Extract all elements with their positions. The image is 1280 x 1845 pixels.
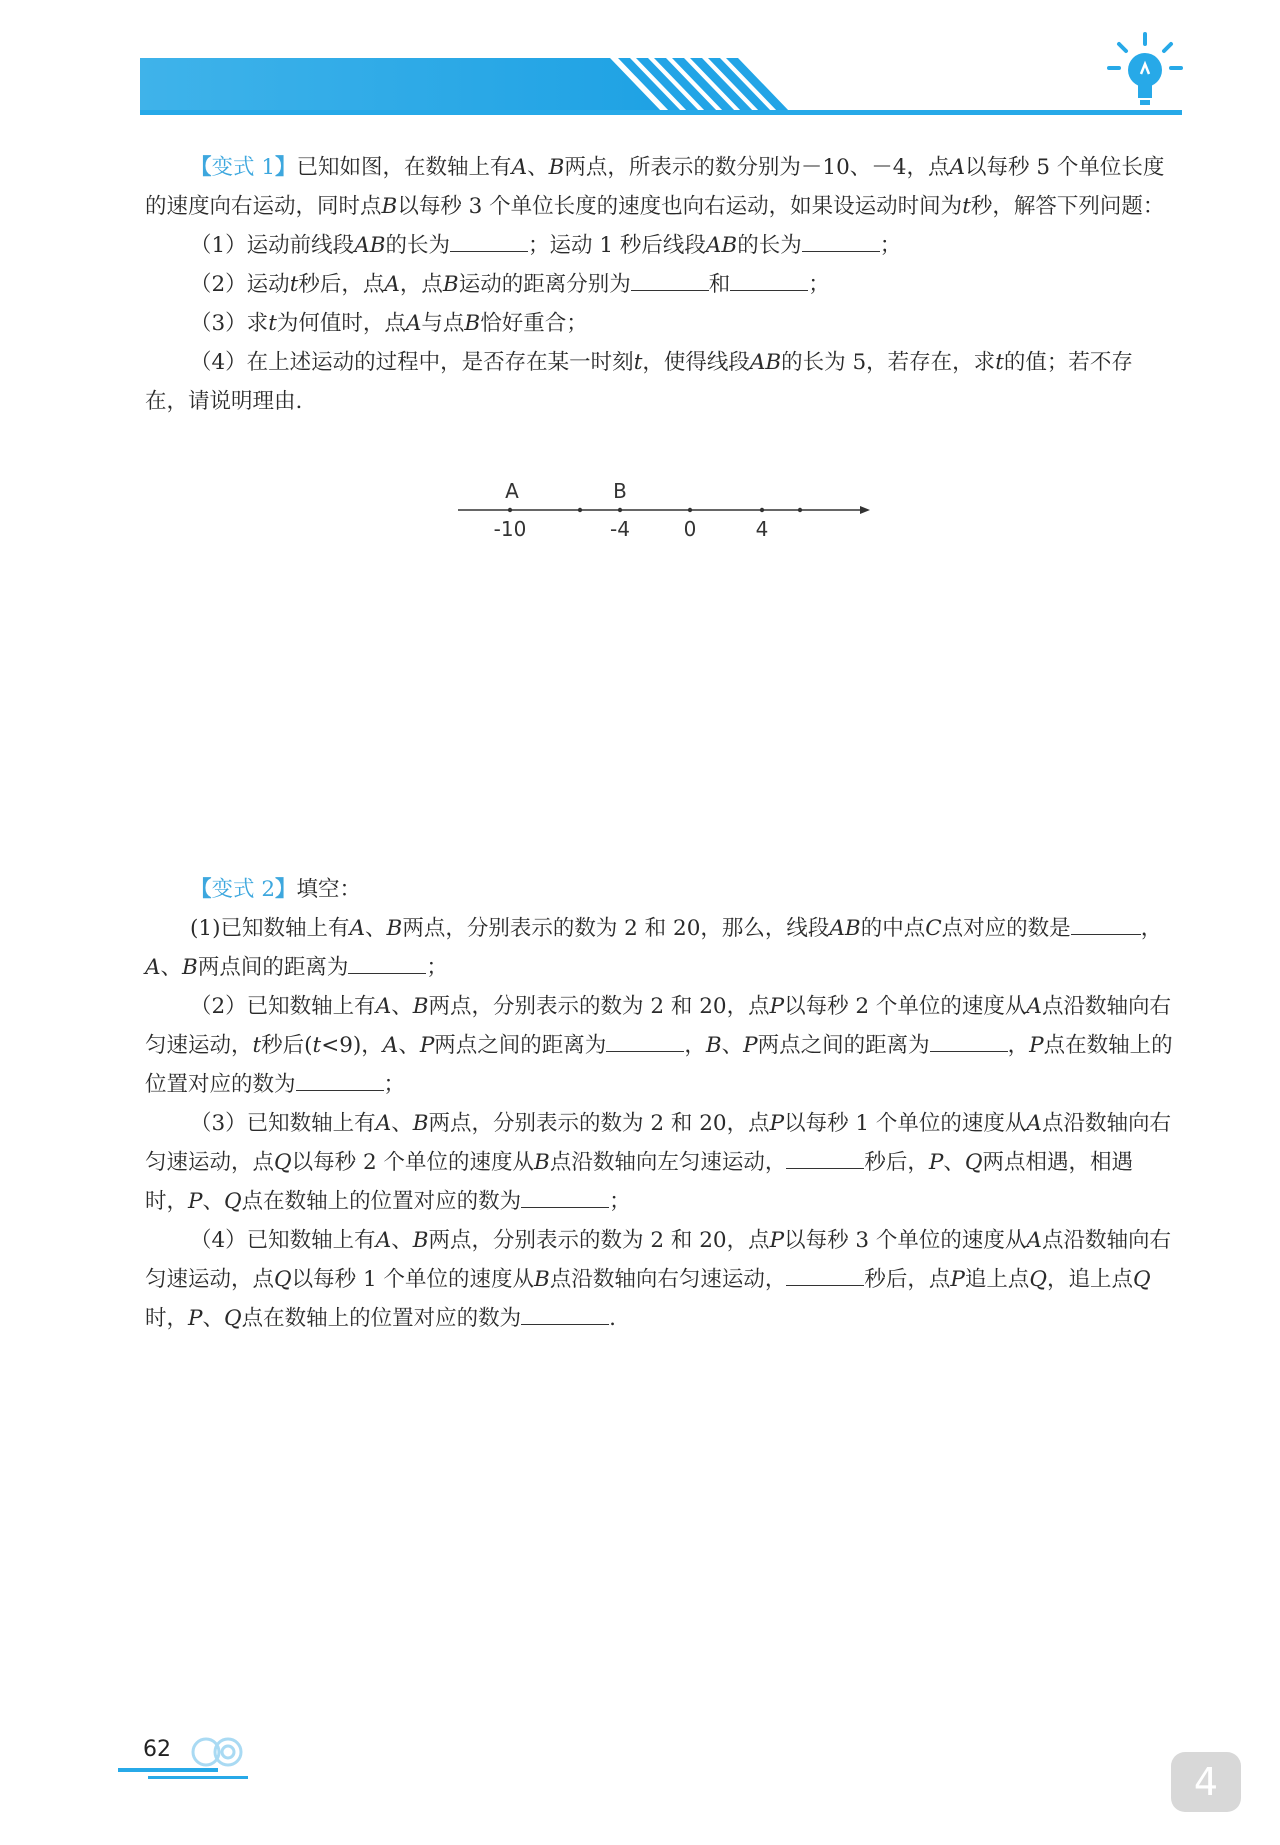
answer-blank[interactable] [521,1302,609,1325]
problem2-tag: 变式 2 [211,877,276,902]
page-indicator-badge[interactable]: 4 [1171,1752,1241,1812]
answer-blank[interactable] [348,951,426,974]
page-number: 62 [143,1737,171,1762]
tick-dot [618,508,622,512]
problem-variant-1 [145,148,1175,421]
point-label-a: A [505,479,519,503]
problem2-question-4: （4）已知数轴上有A、B两点，分别表示的数为 2 和 20，点P以每秒 3 个单位的速度从A点沿数轴向右匀速运动，点Q以每秒 1 个单位的速度从B点沿数轴向右匀速运动， 秒后，点P追上点Q，追上点Q时，P、Q点在数轴上的位置对应的数为 . [145,1228,1171,1331]
gear-icon [118,1730,268,1790]
tick-dot [798,508,802,512]
number-line-arrow [860,506,870,514]
answer-blank[interactable] [786,1146,864,1169]
answer-blank[interactable] [521,1185,609,1208]
problem1-tag: 变式 1 [211,155,276,180]
problem1-intro: 【变式 1】已知如图，在数轴上有A、B两点，所表示的数分别为－10、－4，点A以每秒 5 个单位长度的速度向右运动，同时点B以每秒 3 个单位长度的速度也向右运动，如果设运动时间为t秒，解答下列问题： [145,155,1165,219]
answer-blank[interactable] [930,1029,1008,1052]
answer-blank[interactable] [730,268,808,291]
header-banner [140,56,1182,116]
lightbulb-icon [1105,30,1185,110]
problem2-header: 【变式 2】填空： [190,877,362,902]
tick-dot [688,508,692,512]
answer-blank[interactable] [1071,912,1141,935]
problem-variant-2 [145,870,1175,1338]
problem1-question-1: （1）运动前线段AB的长为 ；运动 1 秒后线段AB的长为 ； [145,226,1175,265]
problem1-question-3: （3）求t为何值时，点A与点B恰好重合； [190,311,588,336]
problem2-question-3: （3）已知数轴上有A、B两点，分别表示的数为 2 和 20，点P以每秒 1 个单位的速度从A点沿数轴向右匀速运动，点Q以每秒 2 个单位的速度从B点沿数轴向左匀速运动， 秒后，P、Q两点相遇，相遇时，P、Q点在数轴上的位置对应的数为 ； [145,1111,1171,1214]
answer-blank[interactable] [802,229,880,252]
tick-label: -10 [493,517,527,541]
problem2-question-2: （2）已知数轴上有A、B两点，分别表示的数为 2 和 20，点P以每秒 2 个单位的速度从A点沿数轴向右匀速运动，t秒后(t<9)，A、P两点之间的距离为 ，B、P两点之间的距离为 ，P点在数轴上的位置对应的数为 ； [145,994,1173,1097]
answer-blank[interactable] [631,268,709,291]
tick-label: -4 [610,517,630,541]
answer-blank[interactable] [786,1263,864,1286]
tick-dot [760,508,764,512]
answer-blank[interactable] [606,1029,684,1052]
tick-dot [578,508,582,512]
point-label-b: B [613,479,627,503]
tick-label: 4 [755,517,769,541]
problem1-question-4: （4）在上述运动的过程中，是否存在某一时刻t，使得线段AB的长为 5，若存在，求t的值；若不存在，请说明理由. [145,350,1133,414]
problem1-question-2: （2）运动t秒后，点A，点B运动的距离分别为 和 ； [145,265,1175,304]
answer-blank[interactable] [450,229,528,252]
number-line-figure [450,474,870,554]
tick-dot [508,508,512,512]
answer-blank[interactable] [296,1068,384,1091]
problem2-question-1: (1)已知数轴上有A、B两点，分别表示的数为 2 和 20，那么，线段AB的中点C点对应的数是 ，A、B两点间的距离为 ； [145,909,1175,987]
tick-label: 0 [683,517,697,541]
